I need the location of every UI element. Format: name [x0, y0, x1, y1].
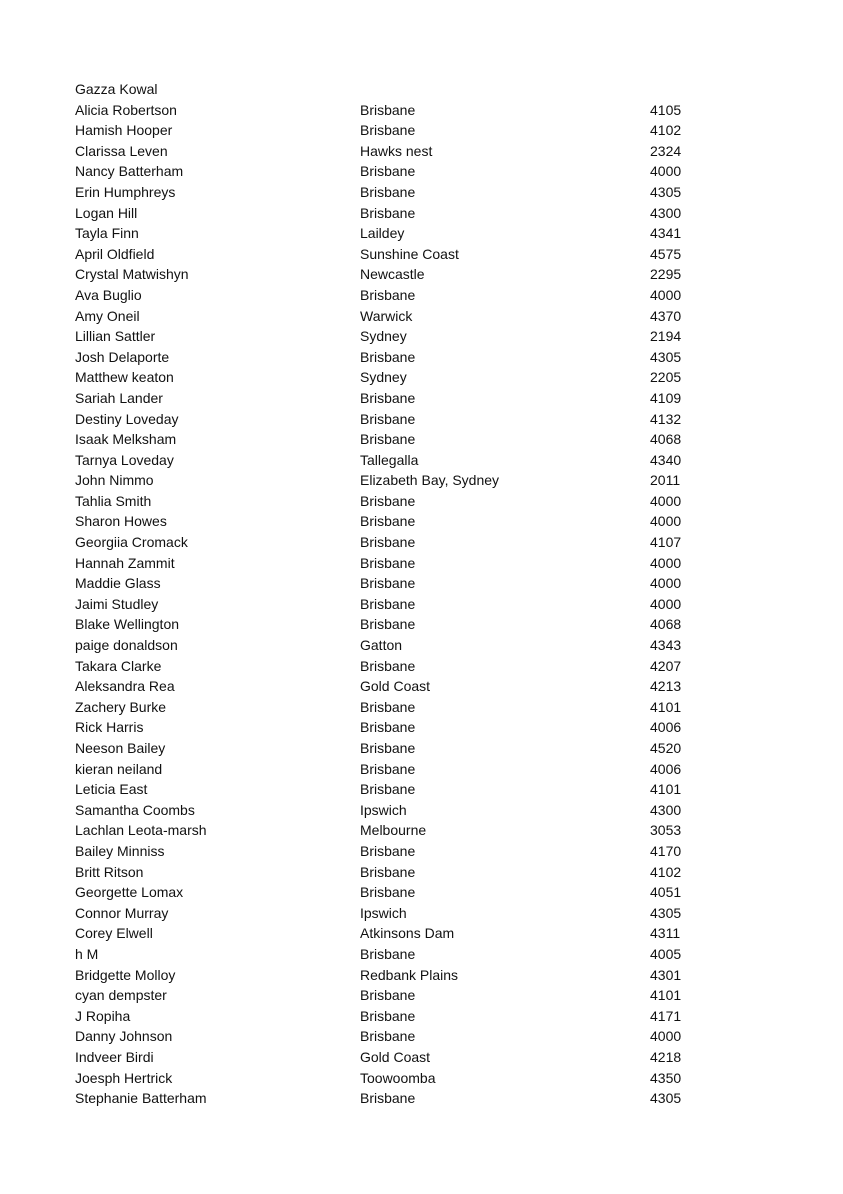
- postcode-cell: 4000: [650, 163, 682, 180]
- city-cell: Brisbane: [360, 842, 416, 859]
- name-cell: Maddie Glass: [75, 575, 161, 592]
- table-row: [75, 882, 775, 903]
- table-row: [75, 965, 775, 986]
- postcode-cell: 4311: [650, 925, 681, 942]
- table-row: [75, 182, 775, 203]
- table-row: [75, 285, 775, 306]
- name-cell: Crystal Matwishyn: [75, 266, 189, 283]
- table-row: [75, 820, 775, 841]
- name-cell: Zachery Burke: [75, 698, 167, 715]
- name-cell: Samantha Coombs: [75, 801, 195, 818]
- name-cell: Nancy Batterham: [75, 163, 184, 180]
- table-row: [75, 944, 775, 965]
- table-row: [75, 1026, 775, 1047]
- postcode-cell: 2295: [650, 266, 682, 283]
- table-row: [75, 244, 775, 265]
- table-row: [75, 450, 775, 471]
- postcode-cell: 4305: [650, 1090, 682, 1107]
- name-cell: Tarnya Loveday: [75, 451, 174, 468]
- postcode-cell: 4300: [650, 801, 682, 818]
- name-cell: Sharon Howes: [75, 513, 167, 530]
- table-row: [75, 717, 775, 738]
- name-cell: kieran neiland: [75, 760, 163, 777]
- city-cell: Brisbane: [360, 389, 416, 406]
- city-cell: Gold Coast: [360, 1048, 431, 1065]
- postcode-cell: 4006: [650, 719, 682, 736]
- postcode-cell: 4340: [650, 451, 682, 468]
- postcode-cell: 4000: [650, 492, 682, 509]
- table-row: [75, 511, 775, 532]
- table-row: [75, 1068, 775, 1089]
- postcode-cell: 4305: [650, 904, 682, 921]
- city-cell: Brisbane: [360, 492, 416, 509]
- table-row: [75, 491, 775, 512]
- name-cell: Danny Johnson: [75, 1028, 173, 1045]
- postcode-cell: 4305: [650, 348, 682, 365]
- table-row: [75, 759, 775, 780]
- city-cell: Redbank Plains: [360, 966, 459, 983]
- city-cell: Brisbane: [360, 1090, 416, 1107]
- postcode-cell: 4370: [650, 307, 682, 324]
- postcode-cell: 4000: [650, 513, 682, 530]
- city-cell: Brisbane: [360, 740, 416, 756]
- city-cell: Hawks nest: [360, 142, 433, 159]
- postcode-cell: 4105: [650, 101, 682, 118]
- postcode-cell: 4000: [650, 554, 682, 571]
- city-cell: Brisbane: [360, 513, 416, 530]
- postcode-cell: 4343: [650, 637, 682, 654]
- postcode-cell: 4132: [650, 410, 682, 427]
- city-cell: Brisbane: [360, 616, 416, 633]
- name-cell: Amy Oneil: [75, 307, 140, 324]
- table-row: [75, 697, 775, 718]
- table-row: [75, 656, 775, 677]
- city-cell: Brisbane: [360, 204, 416, 221]
- table-row: [75, 161, 775, 182]
- city-cell: Brisbane: [360, 760, 416, 777]
- city-cell: Brisbane: [360, 719, 416, 736]
- name-cell: Tahlia Smith: [75, 492, 152, 509]
- name-cell: Alicia Robertson: [75, 101, 177, 118]
- table-row: [75, 203, 775, 224]
- city-cell: Atkinsons Dam: [360, 925, 455, 942]
- city-cell: Ipswich: [360, 801, 407, 818]
- postcode-cell: 4051: [650, 884, 682, 901]
- table-row: [75, 120, 775, 141]
- table-row: [75, 1088, 775, 1109]
- table-row: [75, 635, 775, 656]
- name-cell: Britt Ritson: [75, 863, 144, 880]
- postcode-cell: 4000: [650, 575, 682, 592]
- postcode-cell: 4520: [650, 740, 682, 756]
- city-cell: [360, 79, 650, 100]
- table-row: [75, 800, 775, 821]
- table-row: [75, 862, 775, 883]
- table-row: [75, 553, 775, 574]
- postcode-cell: 4068: [650, 431, 682, 448]
- name-cell: paige donaldson: [75, 637, 178, 654]
- city-cell: Brisbane: [360, 1028, 416, 1045]
- name-cell: Leticia East: [75, 781, 148, 798]
- table-row: [75, 100, 775, 121]
- city-cell: Brisbane: [360, 101, 416, 118]
- postcode-cell: 4000: [650, 1028, 682, 1045]
- name-cell: Lachlan Leota-marsh: [75, 822, 207, 839]
- postcode-cell: 4101: [650, 698, 682, 715]
- postcode-cell: 4006: [650, 760, 682, 777]
- name-cell: Blake Wellington: [75, 616, 180, 633]
- city-cell: Brisbane: [360, 534, 416, 551]
- postcode-cell: 4350: [650, 1069, 682, 1086]
- name-cell: h M: [75, 945, 99, 962]
- table-row: [75, 470, 775, 491]
- table-row: [75, 1006, 775, 1027]
- city-cell: Sydney: [360, 328, 407, 345]
- city-cell: Toowoomba: [360, 1069, 436, 1086]
- name-cell: Takara Clarke: [75, 657, 162, 674]
- table-row: [75, 594, 775, 615]
- table-row: [75, 326, 775, 347]
- postcode-cell: 2194: [650, 328, 682, 345]
- name-cell: Corey Elwell: [75, 925, 153, 942]
- postcode-cell: 4107: [650, 534, 682, 551]
- name-cell: Tayla Finn: [75, 225, 139, 242]
- postcode-cell: 4301: [650, 966, 682, 983]
- name-cell: Georgiia Cromack: [75, 534, 188, 551]
- city-cell: Brisbane: [360, 781, 416, 798]
- postcode-cell: 4101: [650, 987, 682, 1004]
- table-row: [75, 614, 775, 635]
- name-cell: Jaimi Studley: [75, 595, 159, 612]
- name-cell: Bridgette Molloy: [75, 966, 176, 983]
- postcode-cell: 4101: [650, 781, 682, 798]
- table-row: [75, 779, 775, 800]
- postcode-cell: 4207: [650, 657, 682, 674]
- name-cell: Georgette Lomax: [75, 884, 184, 901]
- name-cell: J Ropiha: [75, 1007, 131, 1024]
- table-row: [75, 903, 775, 924]
- postcode-cell: 3053: [650, 822, 682, 839]
- city-cell: Sunshine Coast: [360, 245, 459, 262]
- postcode-cell: 4341: [650, 225, 682, 242]
- table-row: [75, 367, 775, 388]
- postcode-cell: 4102: [650, 863, 682, 880]
- city-cell: Brisbane: [360, 884, 416, 901]
- name-cell: April Oldfield: [75, 245, 155, 262]
- postcode-cell: 4000: [650, 595, 682, 612]
- table-row: [75, 79, 775, 100]
- table-row: [75, 306, 775, 327]
- city-cell: Laildey: [360, 225, 405, 242]
- name-location-table: [75, 79, 775, 1109]
- name-cell: Josh Delaporte: [75, 348, 170, 365]
- city-cell: Ipswich: [360, 904, 407, 921]
- postcode-cell: 4102: [650, 122, 682, 139]
- name-cell: Logan Hill: [75, 204, 138, 221]
- table-row: [75, 1047, 775, 1068]
- postcode-cell: 4000: [650, 286, 682, 303]
- city-cell: Warwick: [360, 307, 413, 324]
- table-row: [75, 923, 775, 944]
- city-cell: Brisbane: [360, 987, 416, 1004]
- postcode-cell: 4005: [650, 945, 682, 962]
- city-cell: Brisbane: [360, 286, 416, 303]
- name-cell: Neeson Bailey: [75, 740, 166, 756]
- table-row: [75, 264, 775, 285]
- name-cell: Sariah Lander: [75, 389, 163, 406]
- postcode-cell: 4068: [650, 616, 682, 633]
- table-row: [75, 985, 775, 1006]
- name-cell: Ava Buglio: [75, 286, 142, 303]
- postcode-cell: 4575: [650, 245, 682, 262]
- name-cell: Connor Murray: [75, 904, 169, 921]
- city-cell: Brisbane: [360, 657, 416, 674]
- name-cell: John Nimmo: [75, 472, 154, 489]
- name-cell: Erin Humphreys: [75, 183, 176, 200]
- name-cell: Lillian Sattler: [75, 328, 156, 345]
- city-cell: Tallegalla: [360, 451, 419, 468]
- city-cell: Brisbane: [360, 431, 416, 448]
- postcode-cell: 4170: [650, 842, 682, 859]
- postcode-cell: 4305: [650, 183, 682, 200]
- table-row: [75, 388, 775, 409]
- table-row: [75, 429, 775, 450]
- postcode-cell: [650, 79, 750, 100]
- table-row: [75, 223, 775, 244]
- city-cell: Gatton: [360, 637, 403, 654]
- table-row: [75, 676, 775, 697]
- city-cell: Sydney: [360, 369, 407, 386]
- city-cell: Brisbane: [360, 698, 416, 715]
- name-cell: Bailey Minniss: [75, 842, 165, 859]
- city-cell: Brisbane: [360, 1007, 416, 1024]
- city-cell: Brisbane: [360, 163, 416, 180]
- city-cell: Melbourne: [360, 822, 427, 839]
- name-cell: Rick Harris: [75, 719, 144, 736]
- name-cell: Clarissa Leven: [75, 142, 168, 159]
- postcode-cell: 2011: [650, 472, 681, 489]
- postcode-cell: 4300: [650, 204, 682, 221]
- city-cell: Brisbane: [360, 945, 416, 962]
- name-cell: Isaak Melksham: [75, 431, 177, 448]
- postcode-cell: 4171: [650, 1007, 682, 1024]
- name-cell: Destiny Loveday: [75, 410, 179, 427]
- city-cell: Brisbane: [360, 410, 416, 427]
- table-row: [75, 573, 775, 594]
- name-cell: Stephanie Batterham: [75, 1090, 207, 1107]
- table-row: [75, 347, 775, 368]
- city-cell: Brisbane: [360, 575, 416, 592]
- table-row: [75, 141, 775, 162]
- name-cell: Indveer Birdi: [75, 1048, 154, 1065]
- name-cell: Matthew keaton: [75, 369, 174, 386]
- table-row: [75, 738, 775, 759]
- city-cell: Brisbane: [360, 183, 416, 200]
- city-cell: Brisbane: [360, 554, 416, 571]
- city-cell: Brisbane: [360, 595, 416, 612]
- postcode-cell: 2324: [650, 142, 682, 159]
- postcode-cell: 4109: [650, 389, 682, 406]
- name-cell: Gazza Kowal: [75, 81, 158, 97]
- city-cell: Brisbane: [360, 348, 416, 365]
- name-cell: Hannah Zammit: [75, 554, 175, 571]
- city-cell: Elizabeth Bay, Sydney: [360, 472, 500, 489]
- name-cell: Aleksandra Rea: [75, 678, 175, 695]
- city-cell: Newcastle: [360, 266, 425, 283]
- city-cell: Brisbane: [360, 122, 416, 139]
- table-row: [75, 532, 775, 553]
- city-cell: Gold Coast: [360, 678, 431, 695]
- name-cell: Joesph Hertrick: [75, 1069, 173, 1086]
- name-cell: cyan dempster: [75, 987, 167, 1004]
- postcode-cell: 4213: [650, 678, 682, 695]
- postcode-cell: 4218: [650, 1048, 682, 1065]
- postcode-cell: 2205: [650, 369, 682, 386]
- table-row: [75, 841, 775, 862]
- name-cell: Hamish Hooper: [75, 122, 173, 139]
- table-row: [75, 409, 775, 430]
- city-cell: Brisbane: [360, 863, 416, 880]
